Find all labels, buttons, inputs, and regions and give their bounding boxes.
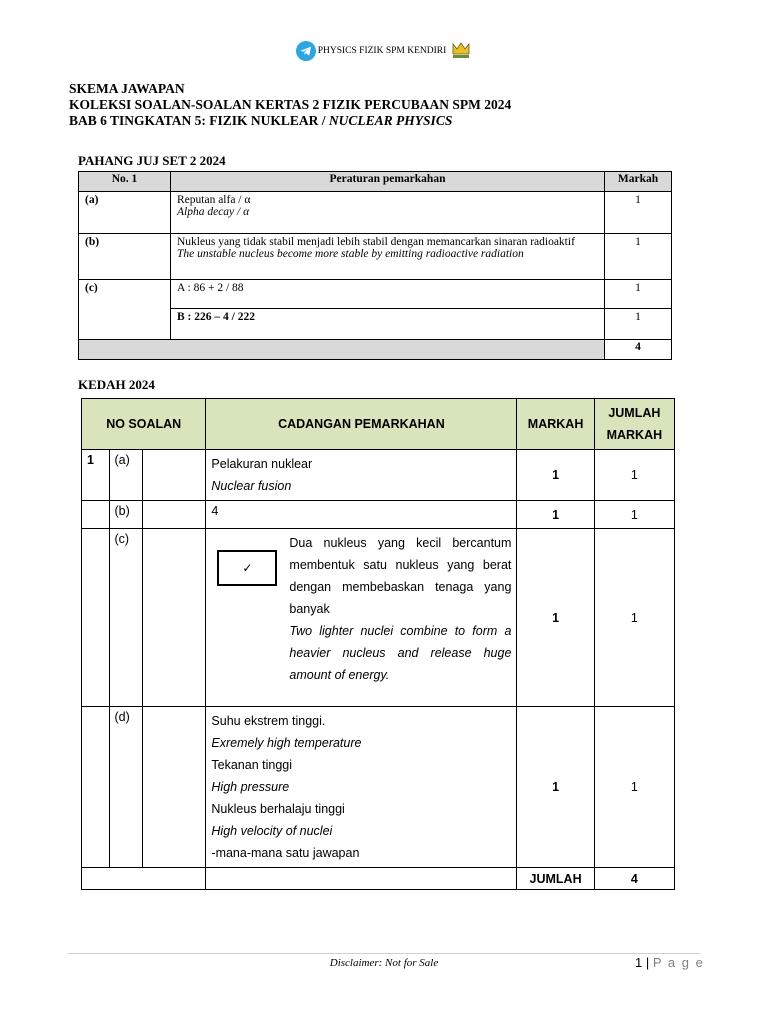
pahang-heading: PAHANG JUJ SET 2 2024 (78, 153, 226, 168)
table-row: (d) Suhu ekstrem tinggi. Exremely high temperature Tekanan tinggi High pressure Nukleus berhalaju tinggi High velocity of nuclei -mana-mana satu jawapan 1 1 (82, 707, 675, 868)
telegram-icon (296, 41, 316, 61)
title-line-1: SKEMA JAWAPAN (69, 81, 185, 96)
header-no: No. 1 (79, 172, 171, 192)
kedah-table (81, 398, 675, 890)
table-row: (b) 4 1 1 (82, 501, 675, 529)
footer-divider (68, 953, 700, 954)
page-header (0, 40, 768, 62)
kedah-heading: KEDAH 2024 (78, 377, 155, 392)
total-row (79, 340, 672, 360)
header-markah: Markah (605, 172, 672, 192)
pahang-table (78, 171, 672, 360)
table-row: (c) A : 86 + 2 / 88 1 (79, 280, 672, 309)
header-jumlah-markah: JUMLAH MARKAH (594, 399, 674, 450)
jumlah-label: JUMLAH (517, 868, 594, 890)
document-titles (69, 81, 511, 129)
title-line-3: BAB 6 TINGKATAN 5: FIZIK NUKLEAR / NUCLEAR PHYSICS (69, 113, 453, 128)
header-markah: MARKAH (517, 399, 594, 450)
table-row: (c) ✓ Dua nukleus yang kecil bercantum membentuk satu nukleus yang berat dengan membebaskan tenaga yang banyak Two lighter nuclei combine to form a heavier nucleus and release huge amount of energy. 1 1 (82, 529, 675, 707)
table-row: B : 226 – 4 / 222 1 (79, 309, 672, 340)
channel-name: PHYSICS FIZIK SPM KENDIRI (317, 46, 447, 56)
jumlah-value: 4 (594, 868, 674, 890)
total-value: 4 (605, 340, 672, 360)
page-number: 1 | P a g e (635, 955, 705, 970)
check-icon: ✓ (217, 550, 277, 586)
table-row: (a) Reputan alfa / α Alpha decay / α 1 (79, 192, 672, 234)
table-row: (b) Nukleus yang tidak stabil menjadi lebih stabil dengan memancarkan sinaran radioaktif The unstable nucleus become more stable by emitting radioactive radiation 1 (79, 234, 672, 280)
title-line-2: KOLEKSI SOALAN-SOALAN KERTAS 2 FIZIK PERCUBAAN SPM 2024 (69, 97, 512, 112)
header-cadangan: CADANGAN PEMARKAHAN (206, 399, 517, 450)
table-row: 1 (a) Pelakuran nuklear Nuclear fusion 1 1 (82, 450, 675, 501)
disclaimer: Disclaimer: Not for Sale (329, 957, 439, 969)
logo-icon (450, 40, 472, 62)
header-peraturan: Peraturan pemarkahan (171, 172, 605, 192)
total-row (82, 868, 675, 890)
header-no-soalan: NO SOALAN (82, 399, 206, 450)
